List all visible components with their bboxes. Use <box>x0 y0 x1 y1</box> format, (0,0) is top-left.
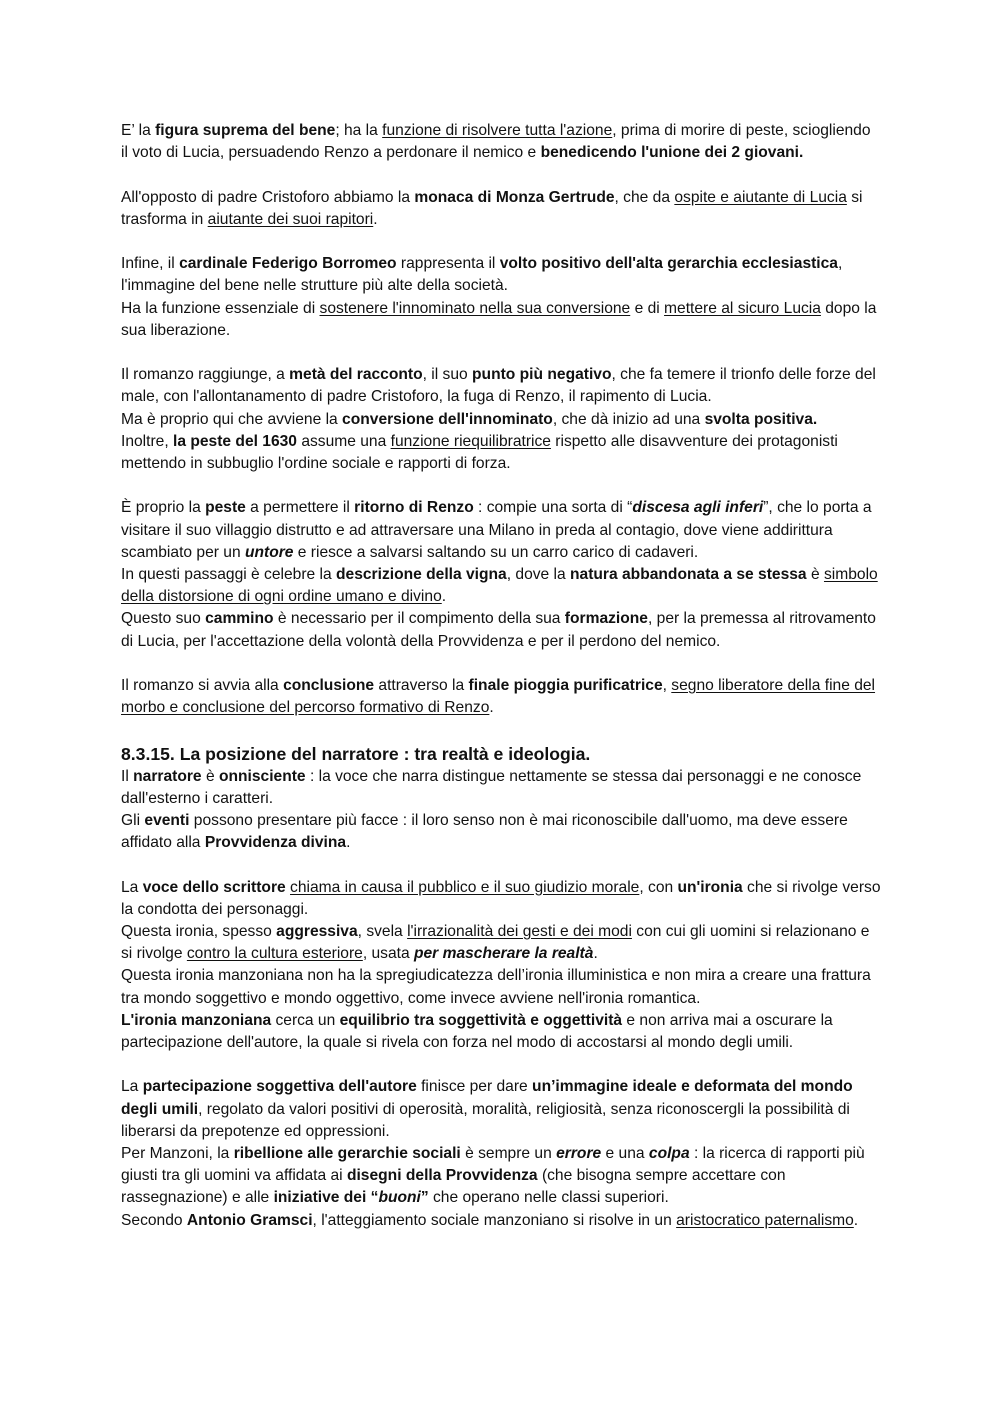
bold-text: conclusione <box>283 677 375 694</box>
text-run: È proprio la <box>121 499 206 517</box>
text-run: Questo suo <box>121 610 206 628</box>
text-run: è <box>201 767 219 785</box>
text-run: : compie una sorta di “ <box>473 499 633 517</box>
text-run: Gli <box>121 812 145 829</box>
bold-text: ” <box>420 1189 429 1207</box>
text-run: ”, che lo porta a visitare il suo villaggio distrutto e ad attraversare una Milano in preda al contagio, dove viene addirittura scambiato per un <box>121 499 872 561</box>
bold-text: partecipazione soggettiva dell'autore <box>142 1078 417 1096</box>
paragraph <box>121 675 881 719</box>
text-run: si trasforma in <box>121 188 863 228</box>
text-run: In questi passaggi è celebre la <box>121 566 336 583</box>
text-run: Ha la funzione essenziale di <box>121 299 320 317</box>
text-run: , che fa temere il trionfo delle forze del male, con l'allontanamento di padre Cristoforo, la fuga di Renzo, il rapimento di Lucia. <box>121 366 876 406</box>
underlined-text: contro la cultura esteriore <box>186 945 363 963</box>
text-run: Ma è proprio qui che avviene la <box>121 410 343 428</box>
text-run: rispetto alle disavventure dei protagonisti mettendo in subbuglio l'ordine sociale e rapporti di forza. <box>121 432 838 472</box>
bold-text: cardinale Federigo Borromeo <box>179 255 397 273</box>
text-run: che si rivolge verso la condotta dei personaggi. <box>121 878 881 918</box>
bold-text: finale pioggia purificatrice <box>468 677 663 694</box>
text-run: , prima di morire di peste, sciogliendo il voto di Lucia, persuadendo Renzo a perdonare il nemico e <box>121 122 871 162</box>
bold-text: Provvidenza divina <box>204 834 347 852</box>
text-run: La <box>121 1078 143 1096</box>
text-run: Per Manzoni, la <box>121 1145 234 1163</box>
text-run: ; ha la <box>335 122 383 139</box>
bold-text: natura abbandonata a se stessa <box>570 566 807 583</box>
bold-text: formazione <box>564 610 648 628</box>
bold-text: svolta positiva. <box>704 410 818 428</box>
bold-text: errore <box>556 1145 602 1163</box>
bold-text: onnisciente <box>218 767 306 785</box>
text-run: . <box>593 945 598 963</box>
bold-text: descrizione della vigna <box>336 566 507 583</box>
underlined-text: simbolo della distorsione di ogni ordine umano e divino <box>121 566 878 606</box>
text-run: , che da <box>614 188 675 206</box>
paragraph <box>121 877 881 1055</box>
bold-text: conversione dell'innominato <box>342 410 553 428</box>
text-run: , regolato da valori positivi di operosità, moralità, religiosità, senza riconoscergli la possibilità di liberarsi da prepotenze ed oppressioni. <box>121 1100 850 1140</box>
bold-text: buoni <box>378 1189 421 1207</box>
text-run: , usata <box>362 945 414 963</box>
bold-text: colpa <box>648 1145 690 1163</box>
bold-text: narratore <box>133 767 202 785</box>
text-run: La <box>121 878 143 896</box>
underlined-text: chiama in causa il pubblico e il suo giudizio morale <box>290 878 640 896</box>
bold-text: per mascherare la realtà <box>413 945 594 963</box>
bold-text: figura suprema del bene <box>155 122 336 139</box>
text-run: e riesce a salvarsi saltando su un carro carico di cadaveri. <box>293 543 699 561</box>
text-run: Infine, il <box>121 255 180 273</box>
text-run: , con <box>639 878 678 896</box>
text-run: attraverso la <box>374 677 469 694</box>
text-run: , per la premessa al ritrovamento di Lucia, per l'accettazione della volontà della Provvidenza e per il perdono del nemico. <box>121 610 876 650</box>
text-run: , svela <box>357 923 408 940</box>
text-run: . <box>489 699 494 717</box>
text-run: e di <box>630 299 665 317</box>
paragraph <box>121 766 881 855</box>
text-run: Il <box>121 767 134 785</box>
bold-text: un’immagine ideale e deformata del mondo degli umili <box>121 1078 853 1118</box>
paragraph <box>121 364 881 475</box>
text-run: , <box>662 677 672 694</box>
underlined-text: segno liberatore della fine del morbo e conclusione del percorso formativo di Renzo <box>121 677 876 717</box>
text-run: è sempre un <box>460 1145 557 1163</box>
bold-text: metà del racconto <box>289 366 423 384</box>
bold-text: ritorno di Renzo <box>354 499 474 517</box>
text-run: Questa ironia, spesso <box>121 923 277 940</box>
section-heading: 8.3.15. La posizione del narratore : tra realtà e ideologia. <box>121 743 591 764</box>
bold-text: benedicendo l'unione dei 2 giovani. <box>540 144 804 162</box>
text-run: : la ricerca di rapporti più giusti tra gli uomini va affidata ai <box>121 1145 865 1185</box>
bold-text: volto positivo dell'alta gerarchia ecclesiastica <box>499 255 838 273</box>
paragraph <box>121 187 881 231</box>
text-run: con cui gli uomini si relazionano e si rivolge <box>121 923 870 963</box>
paragraph <box>121 120 881 164</box>
text-run: Secondo <box>121 1211 187 1229</box>
paragraph <box>121 497 881 652</box>
text-run: cerca un <box>271 1011 340 1029</box>
underlined-text: l'irrazionalità dei gesti e dei modi <box>407 923 632 940</box>
bold-text: ribellione alle gerarchie sociali <box>233 1145 461 1163</box>
document-body <box>121 120 881 1232</box>
bold-text: punto più negativo <box>472 366 612 384</box>
text-run: che operano nelle classi superiori. <box>428 1189 669 1207</box>
text-run: Il romanzo raggiunge, a <box>121 366 290 384</box>
text-run: possono presentare più facce : il loro senso non è mai riconoscibile dall'uomo, ma deve essere affidato alla <box>121 812 848 852</box>
text-run: a permettere il <box>245 499 355 517</box>
text-run: (che bisogna sempre accettare con rassegnazione) e alle <box>121 1167 786 1207</box>
bold-text: voce dello scrittore <box>142 878 286 896</box>
text-run: finisce per dare <box>416 1078 533 1096</box>
text-run: dopo la sua liberazione. <box>121 299 877 339</box>
bold-text: untore <box>244 543 294 561</box>
underlined-text: sostenere l'innominato nella sua conversione <box>319 299 631 317</box>
underlined-text: ospite e aiutante di Lucia <box>674 188 847 206</box>
bold-text: discesa agli inferi <box>632 499 764 517</box>
text-run: Questa ironia manzoniana non ha la spregiudicatezza dell’ironia illuministica e non mira a creare una frattura tra mondo soggettivo e mondo oggettivo, come invece avviene nell'ironia romantica. <box>121 967 871 1007</box>
bold-text: un'ironia <box>677 878 743 896</box>
bold-text: aggressiva <box>276 923 358 940</box>
text-run: . <box>346 834 351 852</box>
text-run: . <box>373 210 378 228</box>
text-run: e non arriva mai a oscurare la partecipazione dell'autore, la quale si rivela con forza nel modo di accostarsi al mondo degli umili. <box>121 1011 833 1052</box>
bold-text: cammino <box>205 610 274 628</box>
paragraph <box>121 253 881 342</box>
text-run: assume una <box>296 432 391 450</box>
bold-text: disegni della Provvidenza <box>346 1167 538 1185</box>
bold-text: L'ironia manzoniana <box>121 1011 272 1029</box>
bold-text: eventi <box>144 812 190 829</box>
text-run: Il romanzo si avvia alla <box>121 677 284 694</box>
underlined-text: aristocratico paternalismo <box>676 1211 854 1229</box>
bold-text: monaca di Monza Gertrude <box>414 188 615 206</box>
text-run: : la voce che narra distingue nettamente se stessa dai personaggi e ne conosce dall'esterno i caratteri. <box>121 767 862 807</box>
bold-text: iniziative dei “ <box>273 1189 379 1207</box>
text-run: è <box>806 566 824 583</box>
bold-text: Antonio Gramsci <box>186 1211 313 1229</box>
text-run: , il suo <box>422 366 473 384</box>
underlined-text: funzione di risolvere tutta l'azione <box>382 122 613 139</box>
underlined-text: funzione riequilibratrice <box>390 432 551 450</box>
text-run: . <box>441 588 447 606</box>
text-run: rappresenta il <box>396 255 500 273</box>
paragraph <box>121 1076 881 1231</box>
text-run: All'opposto di padre Cristoforo abbiamo la <box>121 188 415 206</box>
text-run: , dove la <box>506 566 571 583</box>
underlined-text: mettere al sicuro Lucia <box>664 299 821 317</box>
text-run: e una <box>601 1145 649 1163</box>
text-run: , l'immagine del bene nelle strutture più alte della società. <box>121 255 843 295</box>
bold-text: la peste del 1630 <box>173 432 297 450</box>
underlined-text: aiutante dei suoi rapitori <box>207 210 374 228</box>
text-run: E’ la <box>121 122 156 139</box>
text-run: , l'atteggiamento sociale manzoniano si risolve in un <box>312 1211 677 1229</box>
bold-text: equilibrio tra soggettività e oggettività <box>339 1011 623 1029</box>
bold-text: peste <box>205 499 246 517</box>
text-run: Inoltre, <box>121 432 174 450</box>
text-run: è necessario per il compimento della sua <box>273 610 565 628</box>
text-run: . <box>853 1211 859 1229</box>
text-run: , che dà inizio ad una <box>552 410 705 428</box>
